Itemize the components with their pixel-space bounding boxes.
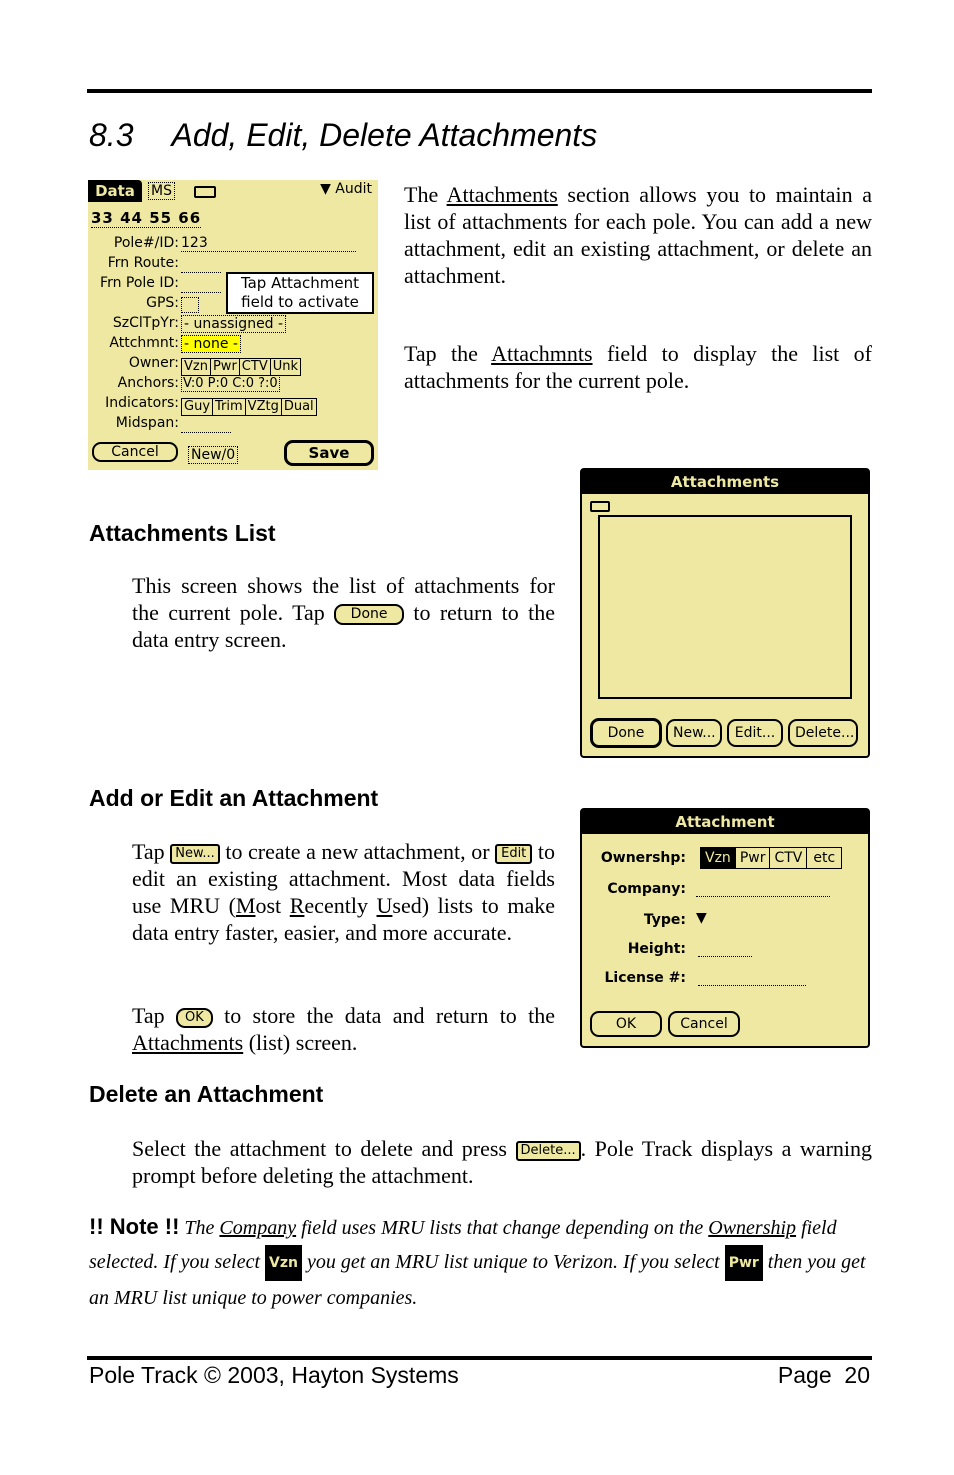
frn-pole-id-field[interactable] [181, 292, 221, 293]
owner-unk[interactable]: Unk [270, 358, 301, 376]
done-button[interactable]: Done [590, 718, 662, 748]
license-label: License #: [604, 970, 686, 986]
attachments-list-text: This screen shows the list of attachments for the current pole. Tap Done to return to the data entry screen. [132, 573, 555, 652]
company-label: Company: [607, 881, 686, 897]
attachments-list-box[interactable] [598, 515, 852, 699]
field-label-gps: GPS: [146, 295, 179, 311]
field-label-frn-route: Frn Route: [107, 255, 179, 271]
field-label-pole-id: Pole#/ID: [113, 235, 179, 251]
done-button-inline: Done [334, 604, 404, 625]
ownership-ctv[interactable]: CTV [769, 847, 807, 869]
ownership-label: Ownershp: [600, 850, 686, 866]
add-edit-heading: Add or Edit an Attachment [89, 785, 379, 811]
indicator-segments [181, 395, 316, 416]
field-label-owner: Owner: [128, 355, 179, 371]
cancel-button[interactable]: Cancel [92, 442, 178, 462]
field-label-midspan: Midspan: [115, 415, 179, 431]
new-count-button[interactable]: New/0 [188, 446, 238, 464]
tooltip-line-2: field to activate [241, 293, 359, 311]
tab-data[interactable]: Data [88, 180, 142, 202]
attachments-screen [580, 468, 870, 758]
data-entry-screen [88, 180, 378, 470]
ok-button[interactable]: OK [590, 1011, 662, 1037]
attachment-screen [580, 808, 870, 1048]
tab-ms[interactable]: MS [148, 182, 175, 200]
section-title [89, 117, 597, 154]
type-dropdown[interactable]: ▼ [696, 910, 707, 926]
ownership-pwr[interactable]: Pwr [735, 847, 771, 869]
attachments-link: Attachments [446, 182, 558, 207]
indicator-guy[interactable]: Guy [181, 398, 213, 416]
frn-route-field[interactable] [181, 272, 221, 273]
field-label-anchors: Anchors: [117, 375, 179, 391]
section-title-text: Add, Edit, Delete Attachments [171, 117, 598, 153]
field-label-szcltpyr: SzClTpYr: [112, 315, 179, 331]
new-button[interactable]: New... [666, 719, 722, 747]
szcltpyr-field[interactable]: - unassigned - [181, 315, 286, 333]
edit-button-inline: Edit [495, 844, 532, 864]
owner-pwr[interactable]: Pwr [210, 358, 240, 376]
indicator-trim[interactable]: Trim [212, 398, 246, 416]
owner-ctv[interactable]: CTV [239, 358, 271, 376]
footer-left: Pole Track © 2003, Hayton Systems [89, 1362, 459, 1388]
owner-segments [181, 355, 300, 376]
indicator-vztg[interactable]: VZtg [245, 398, 282, 416]
battery-icon [194, 186, 216, 198]
bottom-rule [87, 1356, 872, 1360]
attachments-list-heading: Attachments List [89, 520, 276, 546]
pwr-tag: Pwr [725, 1245, 763, 1281]
company-field[interactable] [696, 896, 830, 897]
gps-field[interactable] [181, 297, 199, 313]
intro-paragraph-1: The Attachments section allows you to maintain a list of attachments for each pole. You can add a new attachment, edit an existing attachment, or delete an attachment. [404, 182, 872, 288]
ok-button-inline: OK [176, 1008, 213, 1028]
field-label-frn-pole-id: Frn Pole ID: [100, 275, 179, 291]
pole-numbers: 33 44 55 66 [91, 209, 202, 227]
anchors-field[interactable]: V:0 P:0 C:0 ?:0 [183, 376, 278, 391]
tooltip-line-1: Tap Attachment [240, 274, 360, 292]
attachments-link-2: Attachments [132, 1030, 244, 1055]
ownership-vzn[interactable]: Vzn [700, 847, 736, 869]
new-button-inline: New... [170, 844, 220, 864]
save-button[interactable]: Save [284, 440, 374, 466]
add-edit-text-1: Tap New... to create a new attachment, or Edit to edit an existing attachment. Most data fields use MRU (Most Recently Used) lists to make data entry faster, easier, and more accurate. [132, 839, 555, 945]
indicator-dual[interactable]: Dual [281, 398, 317, 416]
delete-button-inline: Delete... [516, 1141, 581, 1161]
cancel-button[interactable]: Cancel [668, 1011, 740, 1037]
field-label-indicators: Indicators: [105, 395, 179, 411]
audit-menu[interactable]: ▼ Audit [320, 181, 372, 197]
battery-icon [590, 501, 610, 512]
footer-page: Page 20 [777, 1362, 870, 1388]
license-field[interactable] [698, 985, 806, 986]
company-link: Company [219, 1217, 297, 1239]
delete-button[interactable]: Delete... [788, 719, 858, 747]
tooltip [226, 272, 374, 314]
type-label: Type: [643, 912, 686, 928]
attachment-screen-title: Attachment [582, 810, 868, 834]
intro-paragraph-2: Tap the Attachmnts field to display the list of attachments for the current pole. [404, 341, 872, 393]
delete-heading: Delete an Attachment [89, 1081, 324, 1107]
field-label-attchmnt: Attchmnt: [109, 335, 179, 351]
attachments-screen-title: Attachments [582, 470, 868, 494]
height-field[interactable] [698, 956, 752, 957]
delete-text: Select the attachment to delete and press Delete... . Pole Track displays a warning prompt before deleting the attachment. [132, 1136, 873, 1188]
midspan-field[interactable] [181, 432, 231, 433]
top-rule [87, 89, 872, 93]
height-label: Height: [627, 941, 686, 957]
ownership-link: Ownership [708, 1217, 797, 1239]
pole-id-field[interactable]: 123 [181, 235, 356, 252]
add-edit-text-2: Tap OK to store the data and return to the Attachments (list) screen. [132, 1003, 555, 1055]
ownership-segments [700, 847, 841, 869]
edit-button[interactable]: Edit... [727, 719, 783, 747]
note-label: !! Note !! [89, 1214, 180, 1239]
attchmnt-field[interactable]: - none - [181, 335, 241, 353]
owner-vzn[interactable]: Vzn [181, 358, 211, 376]
note-paragraph: !! Note !! The Company field uses MRU lists that change depending on the Ownership field selected. If you select Vzn you get an MRU list unique to Verizon. If you select Pwr then you get an MRU list unique to power companies. [89, 1214, 866, 1310]
section-number: 8.3 [89, 117, 134, 153]
vzn-tag: Vzn [265, 1245, 302, 1281]
attachmnts-link: Attachmnts [491, 341, 593, 366]
ownership-etc[interactable]: etc [806, 847, 842, 869]
